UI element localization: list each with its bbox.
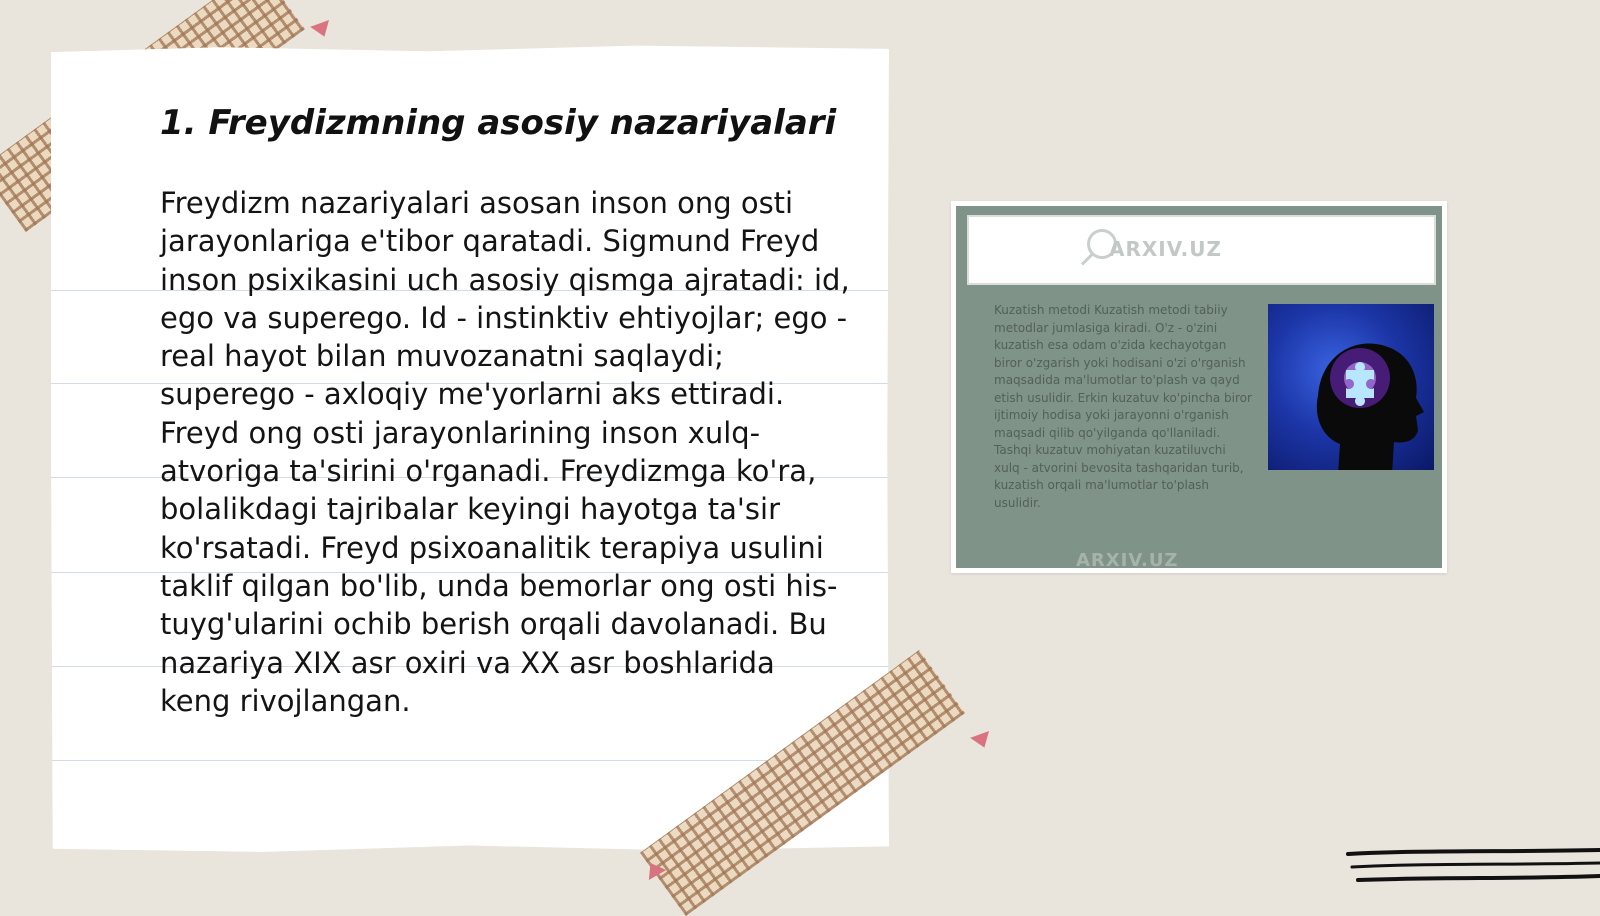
illustration-frame bbox=[951, 201, 1447, 573]
illustration-image bbox=[956, 206, 1442, 568]
illustration-caption: Kuzatish metodi Kuzatish metodi tabiiy metodlar jumlasiga kiradi. O'z - o'zini kuzatish esa odam o'zida kechayotgan biror o'zgarish yoki hodisani o'zi o'rganish maqsadida ma'lumotlar to'plash va qayd etish usulidir. Erkin kuzatuv ko'pincha biror ijtimoiy hodisa yoki jarayonni o'rganish maqsadi qilib qo'yilganda qo'llaniladi. Tashqi kuzatuv mohiyatan kuzatiluvchi xulq - atvorini bevosita tashqaridan turib, kuzatish orqali ma'lumotlar to'plash usulidir. bbox=[994, 303, 1252, 510]
puzzle-head-svg bbox=[1268, 304, 1434, 470]
pin-bottom-icon bbox=[970, 731, 994, 751]
slide-title: 1. Freydizmning asosiy nazariyalari bbox=[160, 103, 837, 143]
decorative-brush-lines bbox=[1340, 846, 1600, 894]
puzzle-head-icon bbox=[1268, 304, 1434, 470]
paper-rule-line bbox=[51, 760, 889, 761]
brand-logo-text: ARXIV.UZ bbox=[1109, 237, 1222, 261]
brand-banner bbox=[967, 215, 1436, 285]
brand-footer-text: ARXIV.UZ bbox=[1076, 550, 1179, 568]
slide-body-text: Freydizm nazariyalari asosan inson ong osti jarayonlariga e'tibor qaratadi. Sigmund Freyd inson psixikasini uch asosiy qismga ajratadi: id, ego va superego. Id - instinktiv ehtiyojlar; ego - real hayot bilan muvozanatni saqlaydi; superego - axloqiy me'yorlarni aks ettiradi. Freyd ong osti jarayonlarining inson xulq-atvoriga ta'sirini o'rganadi. Freydizmga ko'ra, bolalikdagi tajribalar keyingi hayotga ta'sir ko'rsatadi. Freyd psixoanalitik terapiya usulini taklif qilgan bo'lib, unda bemorlar ong osti his-tuyg'ularini ochib berish orqali davolanadi. Bu nazariya XIX asr oxiri va XX asr boshlarida keng rivojlangan. bbox=[160, 186, 850, 718]
pin-top-icon bbox=[310, 20, 334, 40]
